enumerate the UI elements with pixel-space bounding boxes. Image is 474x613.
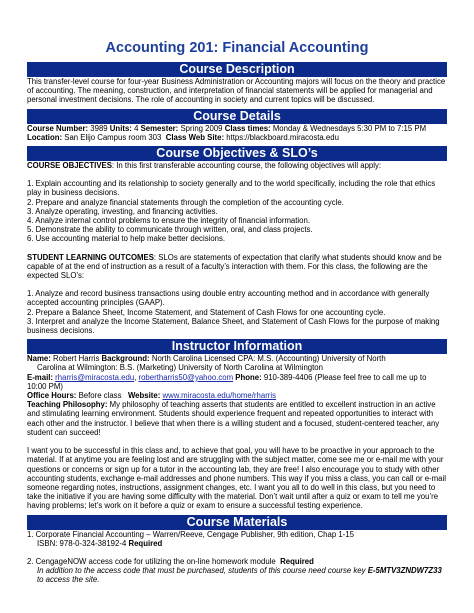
slo-intro: : SLOs are statements of expectation that clarify what students should know and be capable of at the end of instruction as a result of a faculty’s interaction with them. For this class, the following are the expected SLO’s: (27, 252, 442, 281)
course-number: 3989 (90, 123, 108, 133)
material-isbn: ISBN: 978-0-324-38192-4 (37, 538, 127, 548)
phone-value: 910-389-4406 (263, 372, 313, 382)
location-label: Location: (27, 132, 63, 142)
website-label: Website: (127, 391, 161, 401)
description-section (27, 77, 447, 105)
material-item-1: 1. Corporate Financial Accounting – Warren/Reeve, Cengage Publisher, 9th edition, Chap 1-15 (27, 529, 354, 539)
email-separator: , (134, 372, 139, 382)
material-note-2: to access the site. (37, 575, 100, 585)
slo-item: 2. Prepare a Balance Sheet, Income Statement, and Statement of Cash Flows for one accounting cycle. (27, 307, 386, 317)
section-header-materials: Course Materials (27, 515, 447, 530)
material-note: In addition to the access code that must be purchased, students of this course need course key (37, 566, 366, 576)
course-number-label: Course Number: (27, 123, 89, 133)
phone-label: Phone: (235, 372, 262, 382)
objectives-section (27, 161, 447, 335)
objectives-intro: : In this first transferable accounting course, the following objectives will apply: (111, 161, 382, 171)
email-label: E-mail: (27, 372, 53, 382)
section-header-description: Course Description (27, 62, 447, 77)
office-hours-label: Office Hours: (27, 391, 77, 401)
instructor-background-cont: Carolina at Wilmington: B.S. (Marketing) University of North Carolina at Wilmington (37, 363, 323, 373)
page-title: Accounting 201: Financial Accounting (105, 40, 369, 56)
phone-note: (Please feel free to call me up to 10:00 PM) (27, 372, 427, 391)
class-times-value: Monday & Wednesdays 5:30 PM to 7:15 PM (272, 123, 427, 133)
slo-label: STUDENT LEARNING OUTCOMES (27, 252, 154, 262)
objective-item: 4. Analyze internal control problems to ensure the integrity of financial information. (27, 216, 311, 226)
background-label: Background: (101, 354, 150, 364)
instructor-name: Robert Harris (53, 354, 100, 364)
objective-item: 5. Demonstrate the ability to communicate through written, oral, and class projects. (27, 225, 313, 235)
instructor-section (27, 354, 447, 510)
email-link-1[interactable]: rharris@miracosta.edu (55, 372, 135, 382)
material-required-1: Required (128, 538, 163, 548)
instructor-paragraph: I want you to be successful in this class and, to achieve that goal, you will have to be proactive in your approach to the material. If at anytime you are feeling lost and are struggling with the subject matter, come see me or e-mail me with your questions or concerns or sign up for a tutor in the accounting lab, they are free! I also encourage you to study with other accounting students, exchange e-mail addresses and phone numbers. This way if you miss a class, you can call or e-mail someone regarding notes, instructions, assignment changes, etc. I want you all to do well in this class, but you need to take the initiative if you are having some difficulty with the material. Don’t wait until after a quiz or exam to tell me you’re having problems; let’s work on it before a quiz or exam to ensure a successful testing experience. (27, 446, 446, 511)
website-link[interactable]: www.miracosta.edu/home/rharris (162, 391, 277, 401)
section-header-details: Course Details (27, 109, 447, 124)
philosophy-label: Teaching Philosophy: (27, 400, 108, 410)
units-label: Units: (109, 123, 132, 133)
materials-section (27, 530, 447, 585)
class-website-label: Class Web Site: (165, 132, 225, 142)
semester-label: Semester: (140, 123, 179, 133)
class-website-link[interactable]: https://blackboard.miracosta.edu (226, 132, 339, 142)
section-header-objectives: Course Objectives & SLO’s (27, 146, 447, 161)
section-header-instructor: Instructor Information (27, 339, 447, 354)
email-link-2[interactable]: robertharris50@yahoo.com (138, 372, 234, 382)
objective-item: 3. Analyze operating, investing, and financing activities. (27, 206, 218, 216)
material-required-2: Required (280, 556, 314, 566)
units-value: 4 (134, 123, 139, 133)
objective-item: 2. Prepare and analyze financial statements through the completion of the accounting cycle. (27, 197, 344, 207)
semester-value: Spring 2009 (180, 123, 223, 133)
slo-item: 1. Analyze and record business transactions using double entry accounting method and in accordance with generally accepted accounting principles (GAAP). (27, 289, 430, 308)
office-hours-value: Before class (78, 391, 122, 401)
location-value: San Elijo Campus room 303 (64, 132, 162, 142)
objectives-label: COURSE OBJECTIVES (27, 161, 112, 171)
instructor-background: North Carolina Licensed CPA: M.S. (Accounting) University of North (151, 354, 386, 364)
description-text: This transfer-level course for four-year Business Administration or Accounting majors will focus on the theory and practice of accounting. The meaning, construction, and interpretation of financial statements will be applied for managerial and personal investment decisions. The role of accounting in society and current topics will be discussed. (27, 77, 446, 105)
objective-item: 6. Use accounting material to help make better decisions. (27, 234, 226, 244)
philosophy-text: My philosophy of teaching asserts that students are entitled to excellent instruction in an active and stimulating learning environment. Students should experience frequent and repeated opportunities to interact with each other and the instructor. I believe that when there is a willing student and a focused, student-centered teacher, any student can succeed! (27, 400, 440, 437)
material-item-2: 2. CengageNOW access code for utilizing the on-line homework module (27, 556, 276, 566)
course-key: E-5MTV3ZNDW7Z33 (367, 566, 442, 576)
slo-item: 3. Interpret and analyze the Income Statement, Balance Sheet, and Statement of Cash Flows for the purpose of making business decisions. (27, 316, 440, 336)
name-label: Name: (27, 354, 51, 364)
class-times-label: Class times: (224, 123, 271, 133)
objective-item: 1. Explain accounting and its relationship to society generally and to the world specifically, including the role that ethics play in business decisions. (27, 179, 436, 198)
details-section (27, 124, 447, 142)
